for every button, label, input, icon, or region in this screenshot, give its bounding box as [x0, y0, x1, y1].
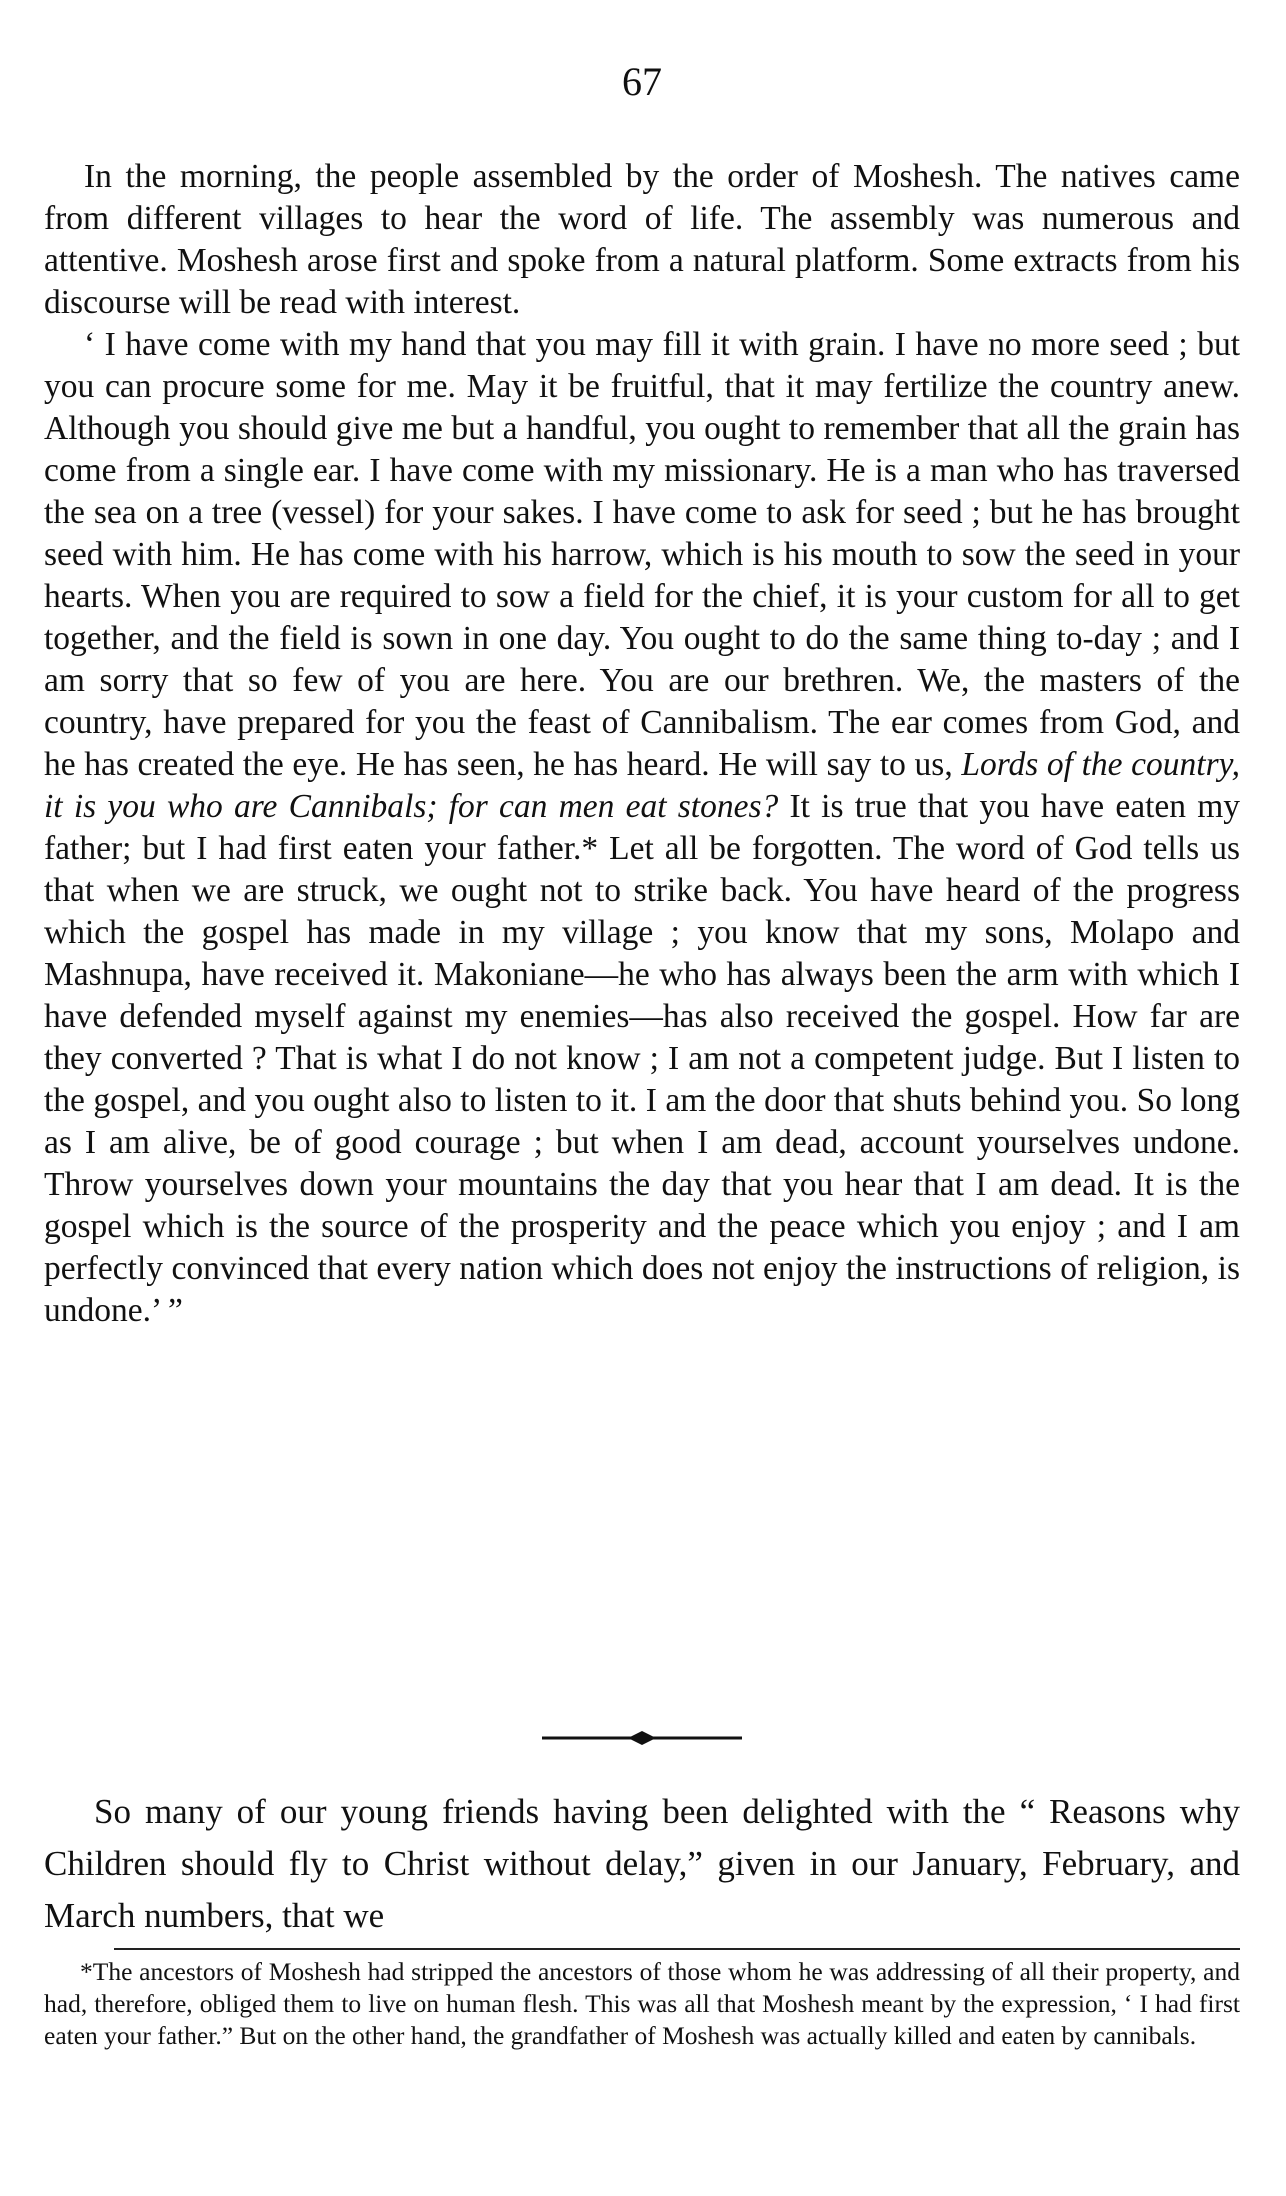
page-number: 67 — [622, 59, 662, 104]
main-text — [44, 156, 1240, 1332]
speech-part-1: ‘ I have come with my hand that you may fill it with grain. I have no more seed ; but you can procure some for me. May it be fruitful, that it may fertilize the country anew. Although you should give me but a handful, you ought to remember that all the grain has come from a single ear. I have come with my missionary. He is a man who has traversed the sea on a tree (vessel) for your sakes. I have come to ask for seed ; but he has brought seed with him. He has come with his harrow, which is his mouth to sow the seed in your hearts. When you are required to sow a field for the chief, it is your custom for all to get together, and the field is sown in one day. You ought to do the same thing to-day ; and I am sorry that so few of you are here. You are our brethren. We, the masters of the country, have prepared for you the feast of Cannibalism. The ear comes from God, and he has created the eye. He has seen, he has heard. He will say to us, — [44, 326, 1240, 783]
paragraph-speech — [44, 324, 1240, 1332]
speech-part-2: It is true that you have eaten my father; but I had first eaten your father.* Let all be forgotten. The word of God tells us that when we are struck, we ought not to strike back. You have heard of the progress which the gospel has made in my village ; you know that my sons, Molapo and Mashnupa, have received it. Makoniane—he who has always been the arm with which I have defended myself against my enemies—has also received the gospel. How far are they converted ? That is what I do not know ; I am not a competent judge. But I listen to the gospel, and you ought also to listen to it. I am the door that shuts behind you. So long as I am alive, be of good courage ; but when I am dead, account yourselves undone. Throw yourselves down your mountains the day that you hear that I am dead. It is the gospel which is the source of the prosperity and the peace which you enjoy ; and I am perfectly convinced that every nation which does not enjoy the instructions of religion, is undone.’ ” — [44, 788, 1241, 1329]
footnote — [44, 1956, 1240, 2052]
footnote-text: *The ancestors of Moshesh had stripped the ancestors of those whom he was addressing of all their property, and had, therefore, obliged them to live on human flesh. This was all that Moshesh meant by the expression, ‘ I had first eaten your father.” But on the other hand, the grandfather of Moshesh was actually killed and eaten by cannibals. — [44, 1957, 1240, 2050]
paragraph-intro: In the morning, the people assembled by the order of Moshesh. The natives came from different villages to hear the word of life. The assembly was numerous and attentive. Moshesh arose first and spoke from a natural platform. Some extracts from his discourse will be read with interest. — [44, 158, 1240, 321]
paragraph-next-article: So many of our young friends having been delighted with the “ Reasons why Children should fly to Christ without delay,” given in our January, February, and March numbers, that we — [44, 1792, 1240, 1935]
next-article-text — [44, 1786, 1240, 1942]
footnote-rule — [114, 1948, 1240, 1950]
book-page — [44, 0, 1240, 2196]
section-divider-ornament — [542, 1728, 742, 1748]
speech-italic-quote: Lords of the country, it is you who are Cannibals; for can men eat stones? — [44, 746, 1240, 825]
